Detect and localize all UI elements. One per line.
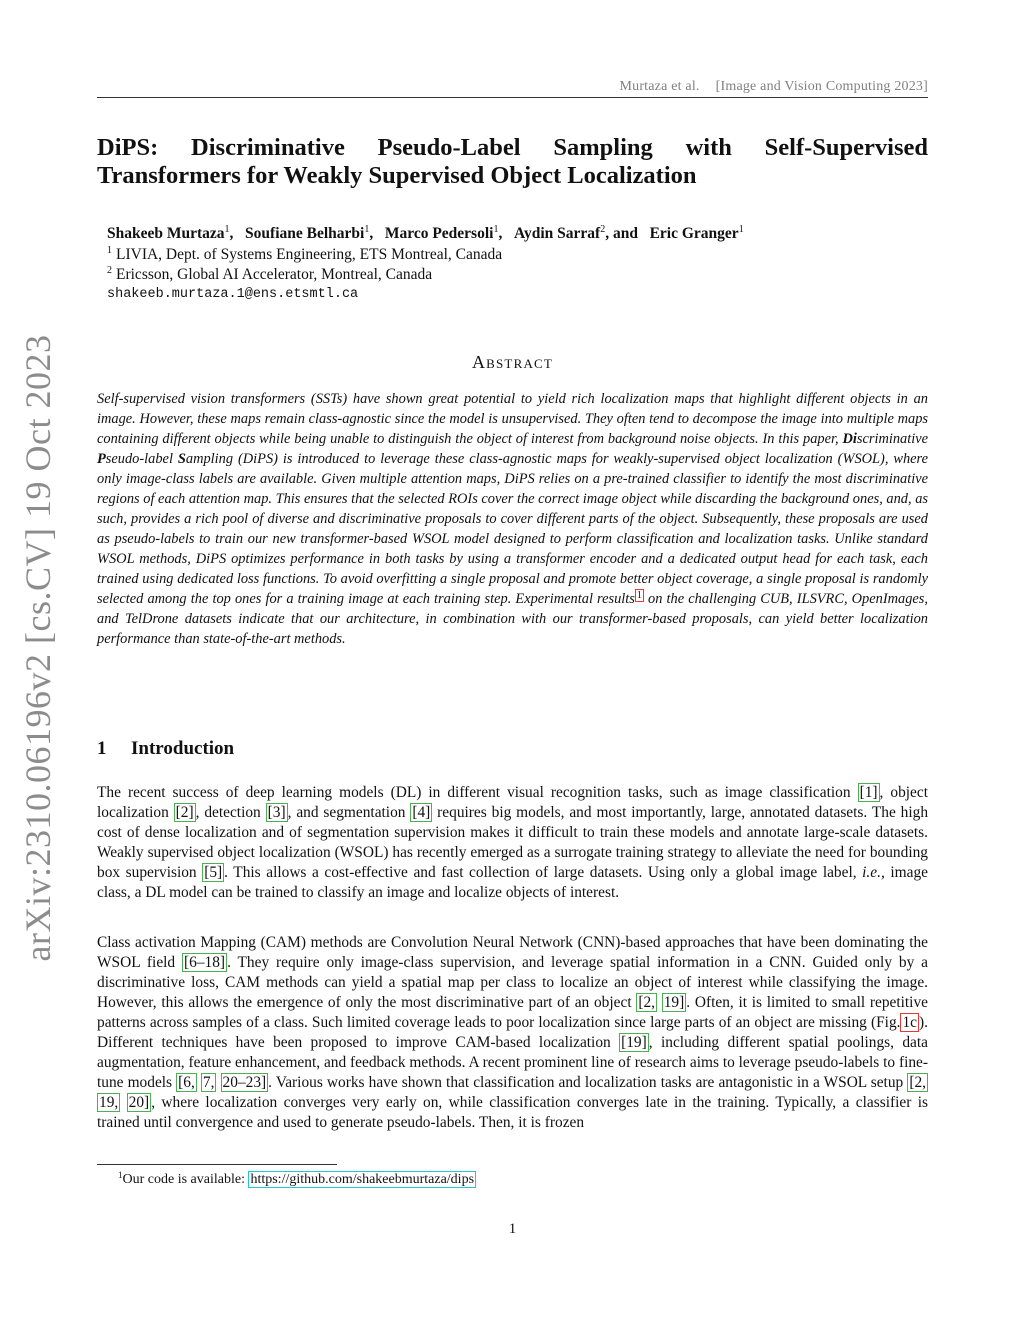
body-text: , detection xyxy=(195,804,266,821)
footnote-link[interactable]: 1 xyxy=(636,590,642,601)
citation-link[interactable]: [6, xyxy=(178,1074,195,1091)
abstract-text: seudo-label xyxy=(105,451,178,467)
body-text: , object localization xyxy=(97,784,928,821)
arxiv-sidebar-stamp xyxy=(12,334,64,961)
abstract-text: scriminative xyxy=(856,431,928,447)
author-affil-mark: 1 xyxy=(224,224,230,235)
citation-link[interactable]: [4] xyxy=(412,804,431,821)
abstract-emph: S xyxy=(177,451,186,467)
citation-link[interactable]: [19] xyxy=(621,1034,647,1051)
author-name: Eric Granger xyxy=(649,225,739,242)
affiliation-mark: 1 xyxy=(107,245,112,256)
author-name: Shakeeb Murtaza xyxy=(107,225,225,242)
citation-link[interactable]: 20–23] xyxy=(222,1074,267,1091)
author-name: Soufiane Belharbi xyxy=(245,225,365,242)
citation-link[interactable]: [1] xyxy=(859,784,878,801)
footnote-rule xyxy=(97,1164,337,1165)
footnote xyxy=(118,1171,476,1189)
body-text: The recent success of deep learning models (DL) in different visual recognition tasks, such as image classification xyxy=(97,784,858,801)
citation-link[interactable]: [2, xyxy=(909,1074,926,1091)
author-separator: , and xyxy=(605,225,646,242)
figure-link[interactable]: 1c xyxy=(902,1014,918,1031)
page-number: 1 xyxy=(508,1221,517,1237)
section-title: Introduction xyxy=(131,738,235,759)
intro-paragraph-1 xyxy=(97,783,928,903)
abstract-emph: P xyxy=(97,451,106,467)
affiliation-1 xyxy=(107,245,502,265)
body-emph: i.e., xyxy=(862,864,885,881)
paper-title xyxy=(97,134,928,190)
body-text: . This allows a cost-effective and fast collection of large datasets. Using only a global image label, xyxy=(224,864,863,881)
section-number: 1 xyxy=(97,738,107,759)
author-affil-mark: 1 xyxy=(364,224,370,235)
author-separator: , xyxy=(229,225,242,242)
citation-link[interactable]: [3] xyxy=(267,804,286,821)
footnote-mark: 1 xyxy=(118,1170,123,1180)
header-rule xyxy=(97,97,928,98)
body-text: , including different spatial poolings, data augmentation, feature enhancement, and feedback methods. A recent prominent line of research aims to leverage pseudo-labels to fine-tune models xyxy=(97,1034,928,1091)
affiliation-text: Ericsson, Global AI Accelerator, Montreal, Canada xyxy=(116,266,433,283)
title-line-1: DiPS: Discriminative Pseudo-Label Sampling with Self-Supervised xyxy=(97,134,928,161)
code-url-link[interactable]: https://github.com/shakeebmurtaza/dips xyxy=(250,1172,475,1187)
title-line-2: Transformers for Weakly Supervised Object Localization xyxy=(97,162,697,189)
abstract-text: on the challenging CUB, ILSVRC, OpenImages, and TelDrone datasets indicate that our architecture, in combination with our transformer-based proposals, can yield better localization performance than state-of-the-art methods. xyxy=(97,591,928,647)
citation-link[interactable]: 19, xyxy=(99,1094,119,1111)
body-text: . They require only image-class supervision, and leverage spatial information in a CNN. Guided only by a discriminative loss, CAM methods can yield a spatial map per class to localize an object of interest while classifying the image. However, this allows the emergence of only the most discriminative part of an object xyxy=(97,954,928,1011)
section-heading xyxy=(97,738,234,760)
body-text: , and segmentation xyxy=(287,804,411,821)
running-header xyxy=(97,79,928,95)
running-venue: [Image and Vision Computing 2023] xyxy=(715,79,928,94)
body-text: ). Different techniques have been proposed to improve CAM-based localization xyxy=(97,1014,928,1051)
abstract-text: ampling (DiPS) is introduced to leverage these class-agnostic maps for weakly-supervised object localization (WSOL), where only image-class labels are available. Given multiple attention maps, DiPS relies on a pre-trained classifier to identify the most discriminative regions of each attention map. This ensures that the selected ROIs cover the correct image object while discarding the background ones, and, as such, provides a rich pool of diverse and discriminative proposals to cover different parts of the object. Subsequently, these proposals are used as pseudo-labels to train our new transformer-based WSOL model designed to perform classification and localization tasks. Unlike standard WSOL methods, DiPS optimizes performance in both tasks by using a transformer encoder and a dedicated output head for each task, each trained using dedicated loss functions. To avoid overfitting a single proposal and promote better object coverage, a single proposal is randomly selected among the top ones for a training image at each training step. Experimental results xyxy=(97,451,928,607)
author-name: Aydin Sarraf xyxy=(513,225,601,242)
affiliation-mark: 2 xyxy=(107,265,112,276)
abstract-text: Self-supervised vision transformers (SSTs) have shown great potential to yield rich localization maps that highlight different objects in an image. However, these maps remain class-agnostic since the model is unsupervised. They often tend to decompose the image into multiple maps containing different objects while being unable to distinguish the object of interest from background noise objects. In this paper, xyxy=(97,391,928,447)
affiliation-2 xyxy=(107,265,432,285)
citation-link[interactable]: 7, xyxy=(202,1074,215,1091)
author-affil-mark: 1 xyxy=(738,224,744,235)
abstract-body xyxy=(97,389,928,649)
body-text: . Often, it is limited to small repetitive patterns across samples of a class. Such limited coverage leads to poor localization since large parts of an object are missing (Fig. xyxy=(97,994,928,1031)
author-separator: , xyxy=(498,225,511,242)
intro-paragraph-2 xyxy=(97,933,928,1133)
running-author: Murtaza et al. xyxy=(619,79,700,94)
citation-link[interactable]: 20] xyxy=(128,1094,150,1111)
citation-link[interactable]: [2, xyxy=(638,994,655,1011)
footnote-text: Our code is available: xyxy=(122,1172,249,1187)
body-text: , where localization converges very early on, while classification converges late in the training. Typically, a classifier is trained until convergence and used to generate pseudo-labels. Then, it is frozen xyxy=(97,1094,928,1131)
author-separator: , xyxy=(369,225,381,242)
body-text: Class activation Mapping (CAM) methods are Convolution Neural Network (CNN)-based approaches that have been dominating the WSOL field xyxy=(97,934,928,971)
author-list xyxy=(107,223,927,245)
affiliation-text: LIVIA, Dept. of Systems Engineering, ETS Montreal, Canada xyxy=(116,246,503,263)
citation-link[interactable]: [2] xyxy=(175,804,194,821)
abstract-heading: Abstract xyxy=(471,352,554,372)
author-affil-mark: 1 xyxy=(493,224,499,235)
citation-link[interactable]: 19] xyxy=(663,994,685,1011)
arxiv-identifier: arXiv:2310.06196v2 [cs.CV] 19 Oct 2023 xyxy=(18,334,58,961)
body-text: requires big models, and most importantly, large, annotated datasets. The high cost of dense localization and of segmentation supervision makes it difficult to train these models and annotate large-scale datasets. Weakly supervised object localization (WSOL) has recently emerged as a surrogate training strategy to alleviate the need for bounding box supervision xyxy=(97,804,929,881)
body-text: . Various works have shown that classification and localization tasks are antagonistic in a WSOL setup xyxy=(268,1074,908,1091)
citation-link[interactable]: [6–18] xyxy=(184,954,226,971)
citation-link[interactable]: [5] xyxy=(204,864,223,881)
contact-email: shakeeb.murtaza.1@ens.etsmtl.ca xyxy=(107,287,359,302)
body-text: image class, a DL model can be trained to classify an image and localize objects of interest. xyxy=(97,864,928,901)
author-affil-mark: 2 xyxy=(600,224,606,235)
abstract-emph: Di xyxy=(842,431,857,447)
author-name: Marco Pedersoli xyxy=(384,225,494,242)
